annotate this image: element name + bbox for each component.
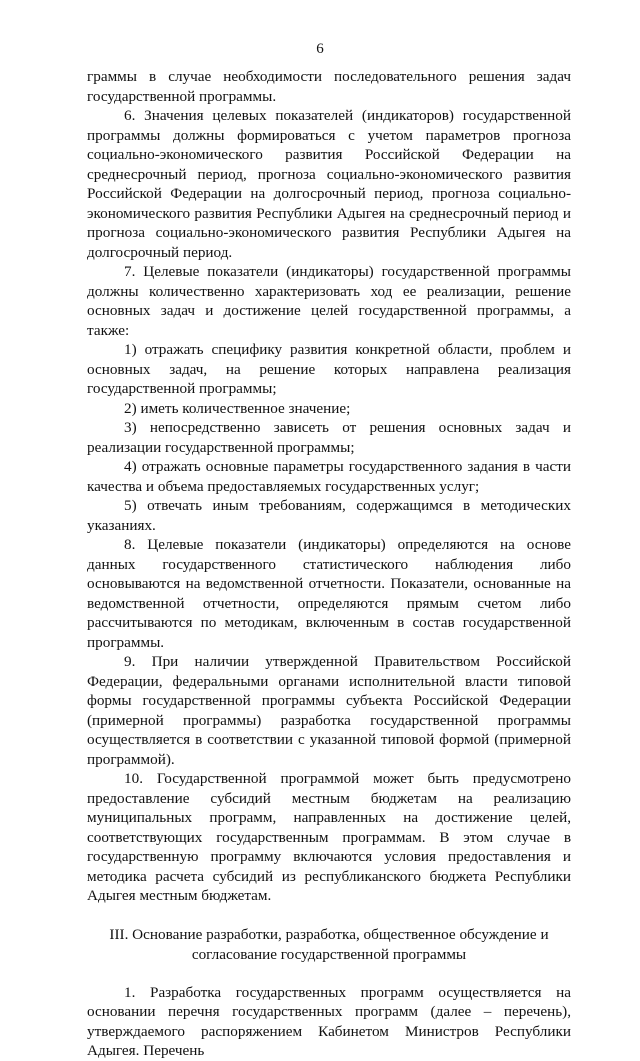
- section-heading-line-2: согласование государственной программы: [191, 945, 467, 963]
- paragraph: 5) отвечать иным требованиям, содержащимся в методических указаниях.: [87, 497, 571, 534]
- paragraph: 10. Государственной программой может быть предусмотрено предоставление субсидий местным бюджетам на реализацию муниципальных программ, направленных на достижение целей, соответствующих государственным программам. В этом случае в государственную программу включаются условия предоставления и методика расчета субсидий из республиканского бюджета Республики Адыгея местным бюджетам.: [87, 770, 571, 904]
- paragraph: 9. При наличии утвержденной Правительством Российской Федерации, федеральными органами исполнительной власти типовой формы государственной программы субъекта Российской Федерации (примерной программы) разработка государственной программы осуществляется в соответствии с указанной типовой формой (примерной программой).: [87, 653, 571, 768]
- paragraph: граммы в случае необходимости последовательного решения задач государственной программы.: [87, 68, 571, 105]
- paragraph: 8. Целевые показатели (индикаторы) определяются на основе данных государственного статистического наблюдения либо основываются на ведомственной отчетности. Показатели, основанные на ведомственной отчетности, определяются прямым счетом либо рассчитываются по методикам, включенным в состав государственной программы.: [87, 536, 571, 651]
- paragraph: 4) отражать основные параметры государственного задания в части качества и объема предоставляемых государственных услуг;: [87, 458, 571, 495]
- section-heading-line-1: III. Основание разработки, разработка, общественное обсуждение и: [109, 925, 549, 943]
- paragraph: 1) отражать специфику развития конкретной области, проблем и основных задач, на решение которых направлена реализация государственной программы;: [87, 341, 571, 397]
- paragraph: 2) иметь количественное значение;: [124, 399, 351, 417]
- paragraphs-before-heading: [87, 67, 571, 906]
- paragraphs-after-heading: [87, 983, 571, 1061]
- paragraph: 1. Разработка государственных программ осуществляется на основании перечня государственных программ (далее – перечень), утверждаемого распоряжением Кабинетом Министров Республики Адыгея. Перечень: [87, 983, 571, 1059]
- paragraph: 7. Целевые показатели (индикаторы) государственной программы должны количественно характеризовать ход ее реализации, решение основных задач и достижение целей государственной программы, а также:: [87, 263, 571, 339]
- page-number: 6: [316, 41, 324, 57]
- paragraph: 3) непосредственно зависеть от решения основных задач и реализации государственной программы;: [87, 419, 571, 456]
- paragraph: 6. Значения целевых показателей (индикаторов) государственной программы должны формироваться с учетом параметров прогноза социально-экономического развития Российской Федерации на среднесрочный период, прогноза социально-экономического развития Российской Федерации на долгосрочный период, прогноза социально-экономического развития Республики Адыгея на среднесрочный период и прогноза социально-экономического развития Республики Адыгея на долгосрочный период.: [87, 107, 571, 261]
- section-heading: [87, 925, 571, 965]
- document-body: [87, 67, 571, 1061]
